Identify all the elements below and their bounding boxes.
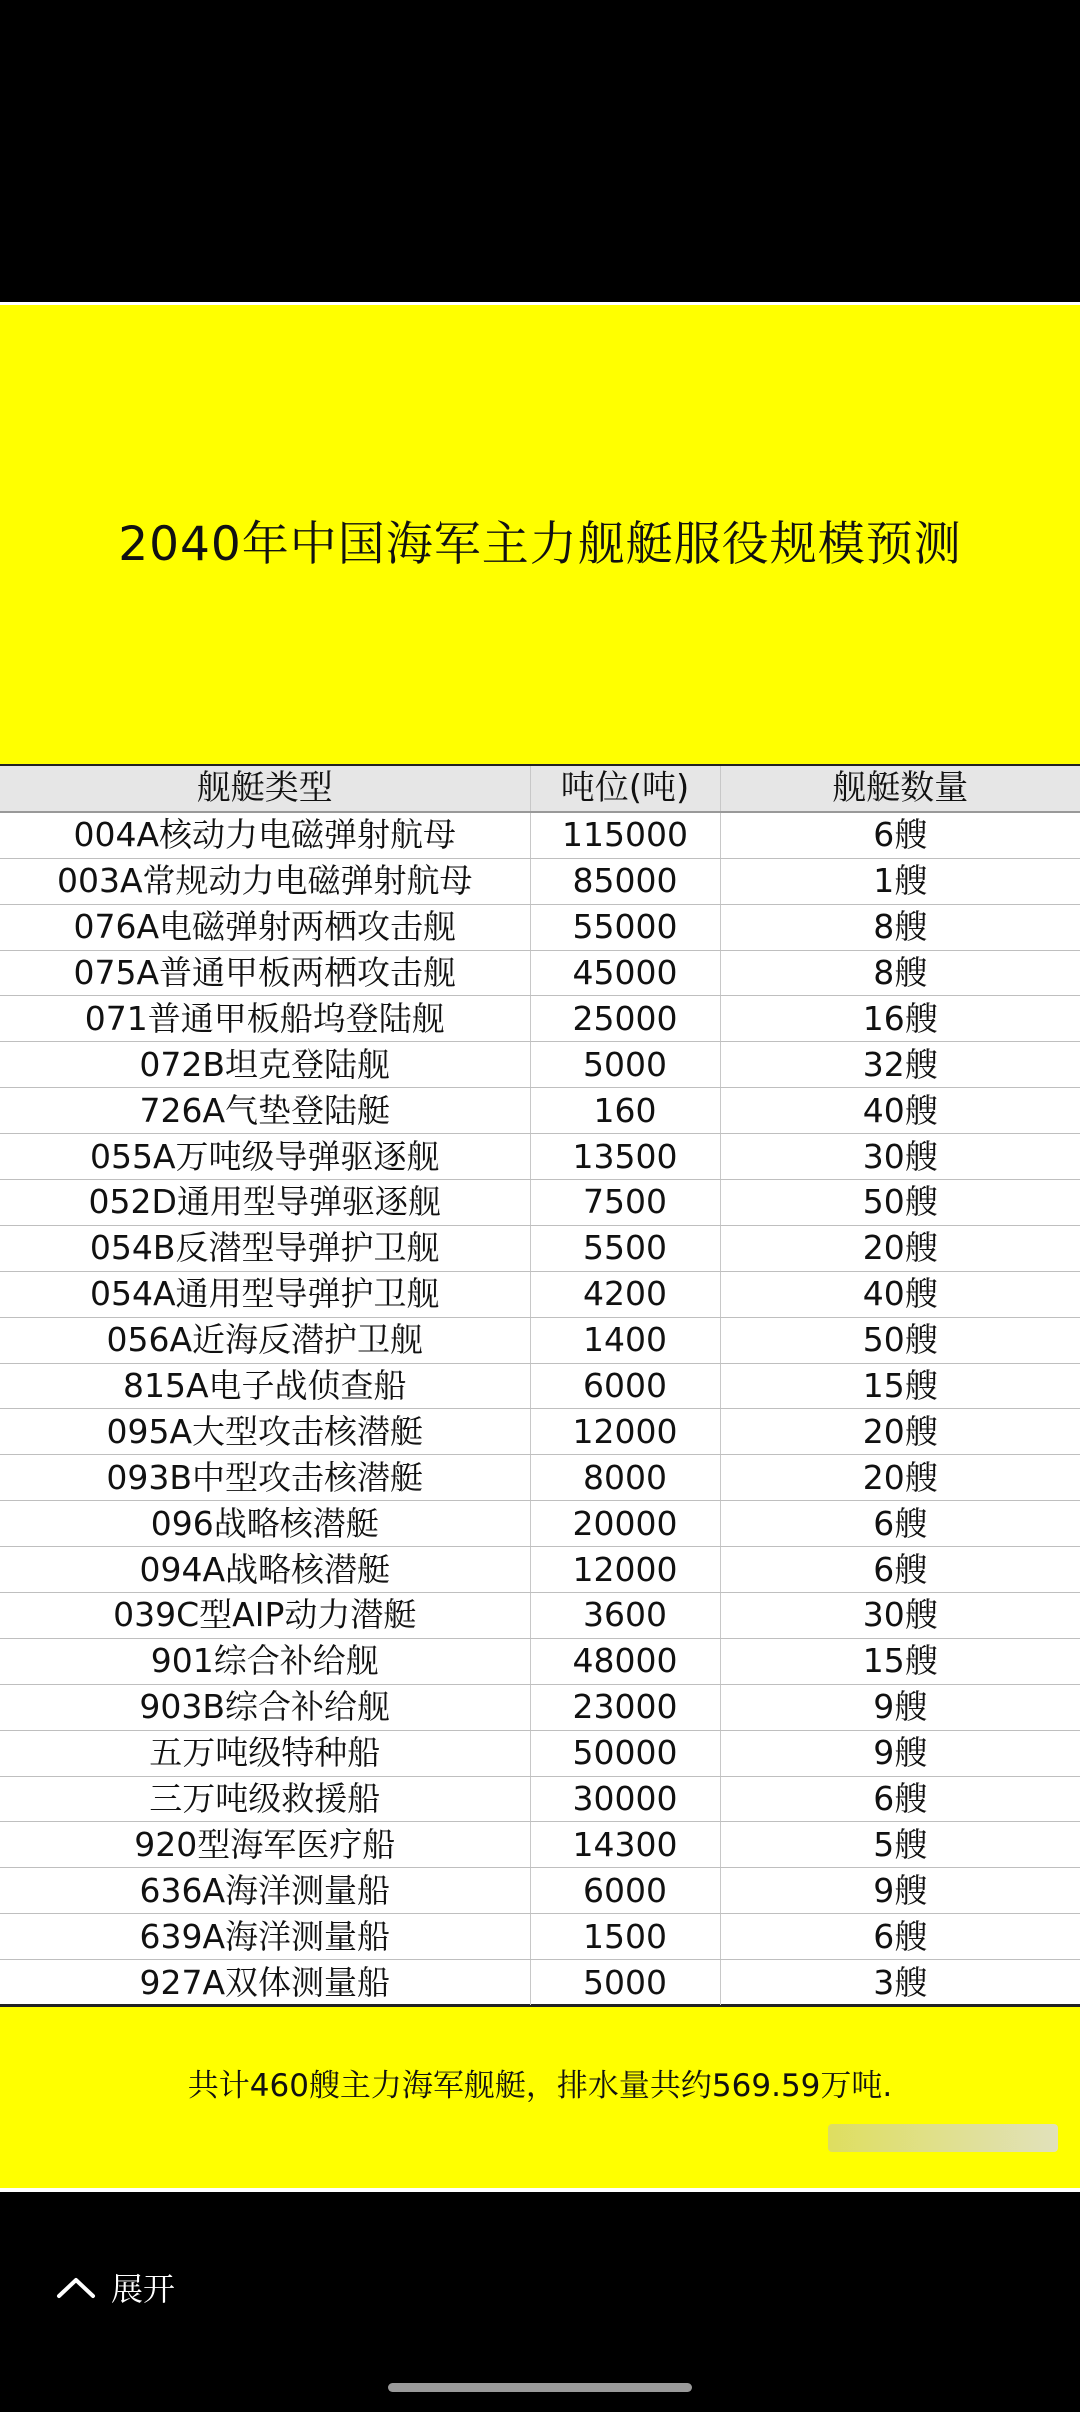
column-header-count: 舰艇数量 [720, 766, 1080, 812]
cell-count: 6艘 [720, 1501, 1080, 1547]
cell-type: 093B中型攻击核潜艇 [0, 1455, 530, 1501]
cell-tonnage: 20000 [530, 1501, 720, 1547]
table-row [0, 1225, 1080, 1271]
table-row [0, 1501, 1080, 1547]
cell-count: 50艘 [720, 1180, 1080, 1226]
cell-type: 071普通甲板船坞登陆舰 [0, 996, 530, 1042]
summary-text: 共计460艘主力海军舰艇，排水量共约569.59万吨. [187, 2068, 893, 2104]
cell-tonnage: 55000 [530, 904, 720, 950]
table-row [0, 1730, 1080, 1776]
cell-count: 40艘 [720, 1271, 1080, 1317]
cell-tonnage: 48000 [530, 1638, 720, 1684]
cell-type: 636A海洋测量船 [0, 1868, 530, 1914]
cell-tonnage: 85000 [530, 858, 720, 904]
table-row [0, 1684, 1080, 1730]
cell-count: 6艘 [720, 812, 1080, 858]
cell-type: 056A近海反潜护卫舰 [0, 1317, 530, 1363]
table-row [0, 904, 1080, 950]
chevron-up-icon [55, 2272, 97, 2302]
cell-count: 9艘 [720, 1730, 1080, 1776]
cell-tonnage: 12000 [530, 1547, 720, 1593]
table-row [0, 1271, 1080, 1317]
table-row [0, 1409, 1080, 1455]
cell-type: 096战略核潜艇 [0, 1501, 530, 1547]
table-row [0, 1042, 1080, 1088]
cell-type: 076A电磁弹射两栖攻击舰 [0, 904, 530, 950]
cell-tonnage: 5500 [530, 1225, 720, 1271]
cell-count: 20艘 [720, 1455, 1080, 1501]
cell-count: 6艘 [720, 1547, 1080, 1593]
card-bottom-edge [0, 2188, 1080, 2192]
cell-tonnage: 5000 [530, 1042, 720, 1088]
table-row [0, 1134, 1080, 1180]
cell-count: 9艘 [720, 1868, 1080, 1914]
cell-type: 815A电子战侦查船 [0, 1363, 530, 1409]
cell-type: 055A万吨级导弹驱逐舰 [0, 1134, 530, 1180]
cell-type: 901综合补给舰 [0, 1638, 530, 1684]
cell-count: 15艘 [720, 1638, 1080, 1684]
table-row [0, 1088, 1080, 1134]
cell-tonnage: 14300 [530, 1822, 720, 1868]
cell-count: 30艘 [720, 1593, 1080, 1639]
table-row [0, 1868, 1080, 1914]
cell-tonnage: 45000 [530, 950, 720, 996]
cell-type: 054B反潜型导弹护卫舰 [0, 1225, 530, 1271]
cell-count: 6艘 [720, 1914, 1080, 1960]
cell-tonnage: 50000 [530, 1730, 720, 1776]
cell-tonnage: 6000 [530, 1868, 720, 1914]
expand-label: 展开 [111, 2270, 176, 2308]
cell-count: 8艘 [720, 904, 1080, 950]
cell-type: 075A普通甲板两栖攻击舰 [0, 950, 530, 996]
cell-tonnage: 7500 [530, 1180, 720, 1226]
table-row [0, 1180, 1080, 1226]
cell-tonnage: 13500 [530, 1134, 720, 1180]
cell-count: 30艘 [720, 1134, 1080, 1180]
cell-count: 40艘 [720, 1088, 1080, 1134]
cell-type: 072B坦克登陆舰 [0, 1042, 530, 1088]
cell-count: 20艘 [720, 1409, 1080, 1455]
cell-type: 920型海军医疗船 [0, 1822, 530, 1868]
cell-type: 903B综合补给舰 [0, 1684, 530, 1730]
cell-tonnage: 160 [530, 1088, 720, 1134]
ship-table [0, 764, 1080, 2007]
table-row [0, 1363, 1080, 1409]
cell-count: 9艘 [720, 1684, 1080, 1730]
column-header-tonnage: 吨位(吨) [530, 766, 720, 812]
table-row [0, 1822, 1080, 1868]
cell-type: 095A大型攻击核潜艇 [0, 1409, 530, 1455]
cell-tonnage: 3600 [530, 1593, 720, 1639]
cell-type: 639A海洋测量船 [0, 1914, 530, 1960]
cell-tonnage: 1400 [530, 1317, 720, 1363]
table-row [0, 950, 1080, 996]
cell-tonnage: 115000 [530, 812, 720, 858]
table-row [0, 1776, 1080, 1822]
expand-button[interactable] [55, 2262, 175, 2312]
cell-count: 15艘 [720, 1363, 1080, 1409]
cell-tonnage: 4200 [530, 1271, 720, 1317]
column-header-type: 舰艇类型 [0, 766, 530, 812]
cell-type: 三万吨级救援船 [0, 1776, 530, 1822]
top-black-area [0, 0, 1080, 302]
cell-tonnage: 6000 [530, 1363, 720, 1409]
watermark [828, 2124, 1058, 2152]
cell-count: 50艘 [720, 1317, 1080, 1363]
cell-tonnage: 12000 [530, 1409, 720, 1455]
cell-tonnage: 1500 [530, 1914, 720, 1960]
cell-type: 004A核动力电磁弹射航母 [0, 812, 530, 858]
table-row [0, 1960, 1080, 2005]
cell-count: 5艘 [720, 1822, 1080, 1868]
table-row [0, 1593, 1080, 1639]
cell-type: 039C型AIP动力潜艇 [0, 1593, 530, 1639]
cell-type: 726A气垫登陆艇 [0, 1088, 530, 1134]
cell-type: 094A战略核潜艇 [0, 1547, 530, 1593]
image-card [0, 302, 1080, 2188]
home-indicator[interactable] [388, 2383, 692, 2392]
table-row [0, 1914, 1080, 1960]
table-row [0, 858, 1080, 904]
cell-tonnage: 25000 [530, 996, 720, 1042]
cell-count: 3艘 [720, 1960, 1080, 2005]
table-row [0, 996, 1080, 1042]
cell-count: 8艘 [720, 950, 1080, 996]
cell-count: 32艘 [720, 1042, 1080, 1088]
cell-count: 16艘 [720, 996, 1080, 1042]
cell-tonnage: 30000 [530, 1776, 720, 1822]
cell-type: 003A常规动力电磁弹射航母 [0, 858, 530, 904]
table-row [0, 1638, 1080, 1684]
cell-tonnage: 5000 [530, 1960, 720, 2005]
cell-tonnage: 23000 [530, 1684, 720, 1730]
cell-count: 6艘 [720, 1776, 1080, 1822]
table-row [0, 1317, 1080, 1363]
table-row [0, 812, 1080, 858]
cell-type: 927A双体测量船 [139, 1962, 391, 2002]
cell-type: 五万吨级特种船 [0, 1730, 530, 1776]
page-title: 2040年中国海军主力舰艇服役规模预测 [118, 517, 962, 572]
table-row [0, 1547, 1080, 1593]
cell-type: 052D通用型导弹驱逐舰 [0, 1180, 530, 1226]
table-header-row [0, 766, 1080, 812]
table-row [0, 1455, 1080, 1501]
cell-tonnage: 8000 [530, 1455, 720, 1501]
cell-count: 20艘 [720, 1225, 1080, 1271]
cell-count: 1艘 [720, 858, 1080, 904]
cell-type: 054A通用型导弹护卫舰 [0, 1271, 530, 1317]
